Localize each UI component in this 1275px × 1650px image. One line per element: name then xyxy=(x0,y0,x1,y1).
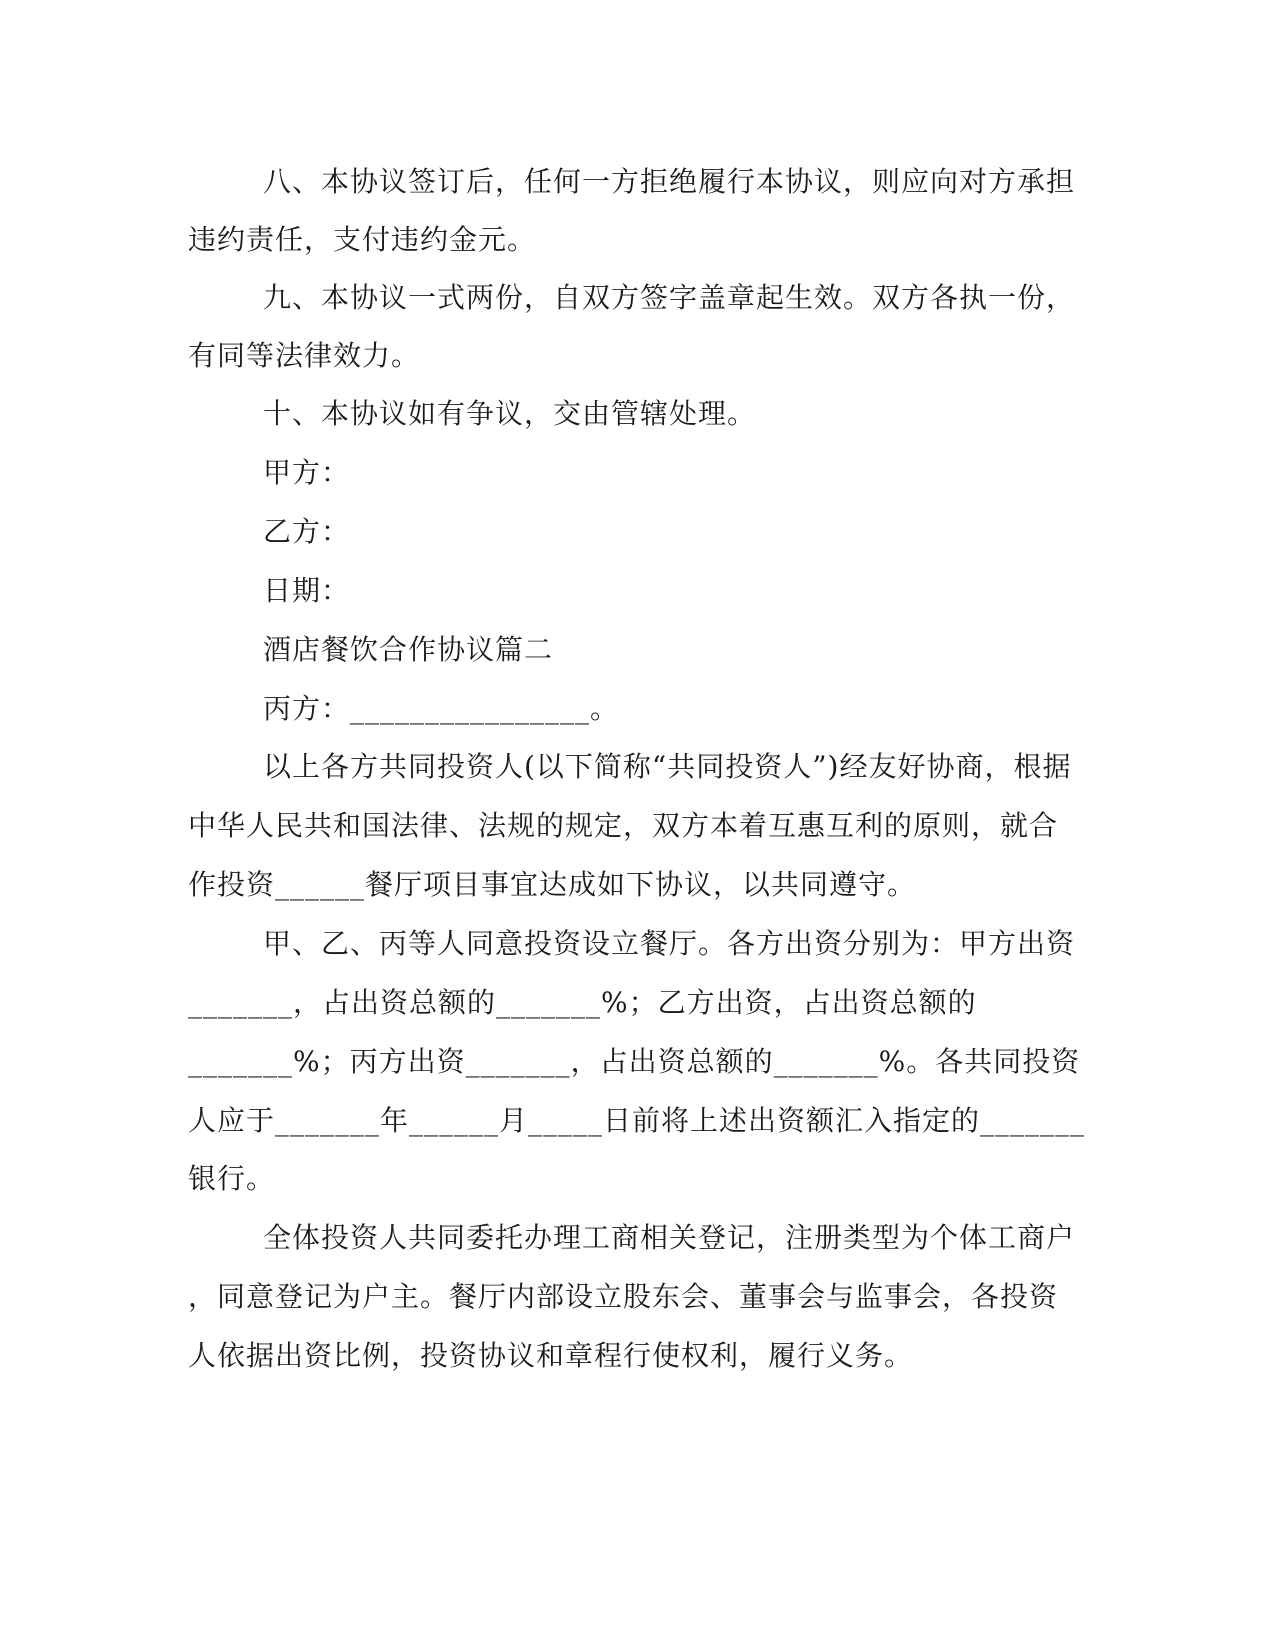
section-title: 酒店餐饮合作协议篇二 xyxy=(263,633,554,666)
clause-9-line-1: 九、本协议一式两份，自双方签字盖章起生效。双方各执一份， xyxy=(263,281,1076,314)
preamble-line-1: 以上各方共同投资人(以下简称“共同投资人”)经友好协商，根据 xyxy=(263,750,1072,783)
clause-8-line-1: 八、本协议签订后，任何一方拒绝履行本协议，则应向对方承担 xyxy=(263,165,1076,198)
preamble-line-3: 作投资______餐厅项目事宜达成如下协议，以共同遵守。 xyxy=(188,868,917,901)
registration-line-1: 全体投资人共同委托办理工商相关登记，注册类型为个体工商户 xyxy=(263,1221,1076,1254)
clause-10: 十、本协议如有争议，交由管辖处理。 xyxy=(263,397,757,430)
investment-line-3: _______%；丙方出资_______，占出资总额的_______%。各共同投资 xyxy=(188,1045,1081,1078)
preamble-line-2: 中华人民共和国法律、法规的规定，双方本着互惠互利的原则，就合 xyxy=(188,809,1059,842)
registration-line-3: 人依据出资比例，投资协议和章程行使权利，履行义务。 xyxy=(188,1339,914,1372)
investment-line-1: 甲、乙、丙等人同意投资设立餐厅。各方出资分别为：甲方出资 xyxy=(263,927,1076,960)
date-line: 日期： xyxy=(263,574,351,607)
investment-line-2: _______，占出资总额的_______%；乙方出资，占出资总额的 xyxy=(188,986,977,1019)
investment-line-4: 人应于_______年______月_____日前将上述出资额汇入指定的_______ xyxy=(188,1104,1086,1137)
registration-line-2: ，同意登记为户主。餐厅内部设立股东会、董事会与监事会，各投资 xyxy=(188,1280,1059,1313)
party-c-line: 丙方：________________。 xyxy=(263,692,620,725)
party-b-signature: 乙方： xyxy=(263,515,351,548)
investment-line-5: 银行。 xyxy=(188,1162,276,1195)
clause-9-line-2: 有同等法律效力。 xyxy=(188,339,421,372)
clause-8-line-2: 违约责任，支付违约金元。 xyxy=(188,223,537,256)
party-a-signature: 甲方： xyxy=(263,456,351,489)
